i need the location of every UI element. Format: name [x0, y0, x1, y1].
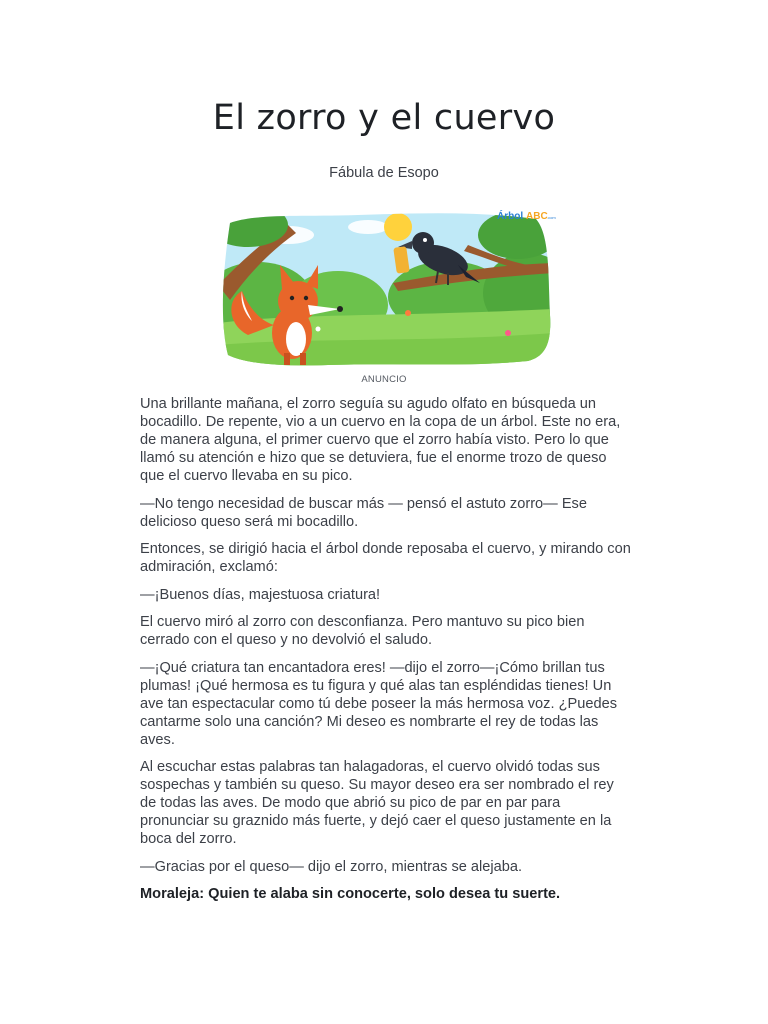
document-title: El zorro y el cuervo	[212, 98, 556, 138]
story-paragraph: Al escuchar estas palabras tan halagadoras, el cuervo olvidó todas sus sospechas y también su queso. Su mayor deseo era ser nombrado el rey de todas las aves. De modo que abrió su pico de par en par para pronunciar su graznido más fuerte, y dejó caer el queso justamente en la boca del zorro.	[140, 759, 614, 847]
story-paragraph: —¡Buenos días, majestuosa criatura!	[140, 586, 381, 603]
svg-text:Árbol: Árbol	[497, 211, 524, 222]
story-body	[140, 395, 632, 913]
arbolabc-logo	[497, 209, 556, 222]
advertisement-label: ANUNCIO	[361, 374, 407, 385]
story-paragraph: El cuervo miró al zorro con desconfianza. Pero mantuvo su pico bien cerrado con el queso y no devolvió el saludo.	[140, 614, 585, 648]
svg-text:.com: .com	[547, 215, 556, 220]
story-paragraph: —¡Qué criatura tan encantadora eres! —dijo el zorro—¡Cómo brillan tus plumas! ¡Qué hermosa es tu figura y qué alas tan espléndidas tienes! Un ave tan espectacular como tú debe poseer la más hermosa voz. ¿Puedes cantarme solo una canción? Mi deseo es nombrarte el rey de todas las aves.	[140, 659, 617, 748]
story-paragraph: Entonces, se dirigió hacia el árbol donde reposaba el cuervo, y mirando con admiración, exclamó:	[140, 541, 631, 575]
story-paragraph: —Gracias por el queso— dijo el zorro, mientras se alejaba.	[140, 858, 523, 875]
story-illustration	[218, 205, 554, 370]
story-paragraph: Una brillante mañana, el zorro seguía su agudo olfato en búsqueda un bocadillo. De repente, vio a un cuervo en la copa de un árbol. Este no era, de manera alguna, el primer cuervo que el zorro había visto. Pero lo que llamó su atención e hizo que se detuviera, fue el enorme trozo de queso que el cuervo llevaba en su pico.	[140, 396, 621, 484]
story-paragraph: —No tengo necesidad de buscar más — pensó el astuto zorro— Ese delicioso queso será mi bocadillo.	[140, 495, 587, 530]
story-moral: Moraleja: Quien te alaba sin conocerte, solo desea tu suerte.	[140, 886, 561, 902]
svg-text:ABC: ABC	[526, 211, 548, 222]
document-subtitle: Fábula de Esopo	[329, 165, 439, 181]
